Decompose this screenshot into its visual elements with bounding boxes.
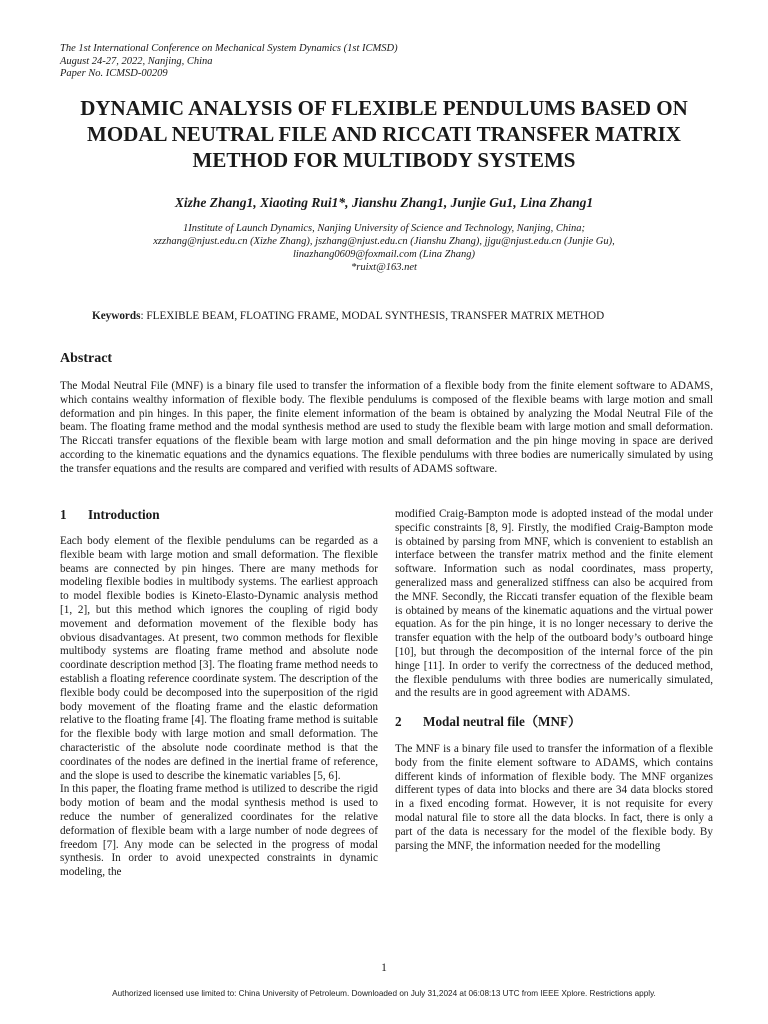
affiliation-emails: xzzhang@njust.edu.cn (Xizhe Zhang), jszhang@njust.edu.cn (Jianshu Zhang), jjgu@njust.edu.cn (Junjie Gu), [153, 236, 615, 247]
page-number: 1 [381, 962, 387, 974]
conference-header [60, 43, 398, 81]
abstract-heading: Abstract [60, 351, 113, 366]
affiliation-block [60, 222, 708, 274]
keywords [92, 310, 676, 324]
affiliation-emails-cont: linazhang0609@foxmail.com (Lina Zhang) [292, 249, 476, 260]
author-list: Xizhe Zhang1, Xiaoting Rui1*, Jianshu Zhang1, Junjie Gu1, Lina Zhang1 [174, 195, 594, 210]
intro-paragraph-1: Each body element of the flexible pendulums can be regarded as a flexible beam with large motion and small deformation. The flexible beams are connected by pin hinges. There are many methods for modeling flexible bodies in multibody systems. The earliest approach to model flexible bodies is Kineto-Elasto-Dynamic analysis method [1, 2], but this method which ignores the coupling of rigid body movement and deformation movement of the flexible body has obvious disadvantages. At present, two common methods for flexible multibody systems are floating frame method and absolute node coordinate description method [3]. The floating frame method needs to establish a floating reference coordinate system. The description of the flexible body could be decomposed into the superposition of the rigid body movement of the floating frame and the elastic deformation relative to the floating frame [4]. The floating frame method is suitable for the flexible body with large motion and small deformation. The characteristic of the absolute node coordinate method is that the coordinates of the nodes are defined in the inertial frame of reference, and the slope is used to describe the kinematic variables [5, 6]. [60, 535, 378, 782]
right-column [395, 508, 713, 853]
left-column [60, 535, 378, 880]
section-1-heading [60, 507, 160, 523]
paper-number: Paper No. ICMSD-00209 [60, 68, 168, 79]
section-1-title: Introduction [88, 507, 160, 522]
keywords-label: Keywords [92, 310, 141, 322]
paper-title: DYNAMIC ANALYSIS OF FLEXIBLE PENDULUMS BASED ON MODAL NEUTRAL FILE AND RICCATI TRANSFER MATRIX METHOD FOR MULTIBODY SYSTEMS [80, 96, 688, 172]
intro-paragraph-3: modified Craig-Bampton mode is adopted instead of the modal under specific constraints [8, 9]. Firstly, the modified Craig-Bampton mode is obtained by parsing from MNF, which is convenient to establish an interface between the transfer matrix method and the finite element software. Information such as nodal coordinates, mass property, generalized mass and generalized stiffness can also be acquired from the MNF. Secondly, the Riccati transfer equation of the flexible beam is obtained by means of the kinematic aquations and the virtual power equation. As for the pin hinge, it is no longer necessary to derive the transfer equation with the help of the outboard body’s outboard hinge [10], but through the decomposition of the internal force of the pin hinge [11]. In order to verify the correctness of the deduced method, the flexible pendulums with three bodies are numerically simulated, and the results are in good agreement with ADAMS. [395, 508, 713, 700]
ieee-license-footer: Authorized licensed use limited to: China University of Petroleum. Downloaded on July 31,2024 at 06:08:13 UTC from IEEE Xplore. Restrictions apply. [112, 989, 656, 998]
section-2-title: Modal neutral file（MNF） [423, 714, 582, 730]
conference-date: August 24-27, 2022, Nanjing, China [60, 55, 213, 67]
section-2-heading [395, 715, 713, 729]
mnf-paragraph-1: The MNF is a binary file used to transfer the information of a flexible body from the finite element software to ADAMS, which contains different kinds of information of flexible body. The MNF organizes different types of data into blocks and there are 34 data blocks stored in a fixed encoding format. However, it is not requisite for every modal natural file to store all the data blocks. In fact, there is only a part of the data is necessary for the model of the flexible body. By parsing the MNF, the information needed for the modelling [395, 742, 713, 852]
intro-paragraph-2: In this paper, the floating frame method is utilized to describe the rigid body motion of beam and the modal synthesis method is used to reduce the number of generalized coordinates for the relative deformation of flexible beam with a large number of node degrees of freedom [7]. Any mode can be selected in the progress of modal synthesis. In order to avoid unexpected constraints in dynamic modeling, the [60, 783, 378, 879]
corresponding-email: *ruixt@163.net [351, 262, 417, 273]
section-1-number: 1 [60, 507, 67, 522]
conference-name: The 1st International Conference on Mechanical System Dynamics (1st ICMSD) [60, 43, 398, 54]
section-2-number: 2 [395, 714, 402, 730]
keywords-text: : FLEXIBLE BEAM, FLOATING FRAME, MODAL SYNTHESIS, TRANSFER MATRIX METHOD [140, 310, 605, 322]
affiliation-institute: 1Institute of Launch Dynamics, Nanjing University of Science and Technology, Nanjing, China; [182, 223, 586, 234]
abstract-text: The Modal Neutral File (MNF) is a binary file used to transfer the information of a flexible body from the finite element software to ADAMS, which contains wealthy information of flexible body. The flexible pendulums is composed of the flexible beams with large motion and small deformation and pin hinges. In this paper, the finite element information of the beam is obtained by analyzing the Modal Neutral File of the beam. The floating frame method and the modal synthesis method are used to study the flexible beam with large motion and small deformation. The Riccati transfer equations of the flexible beam with large motion and small deformation and the pin hinge moving in space are derived according to the kinematic equations and the dynamics equations. The flexible pendulums with three bodies are numerically simulated by using the transfer equations and the results are compared and verified with results of ADAMS software. [60, 380, 713, 475]
